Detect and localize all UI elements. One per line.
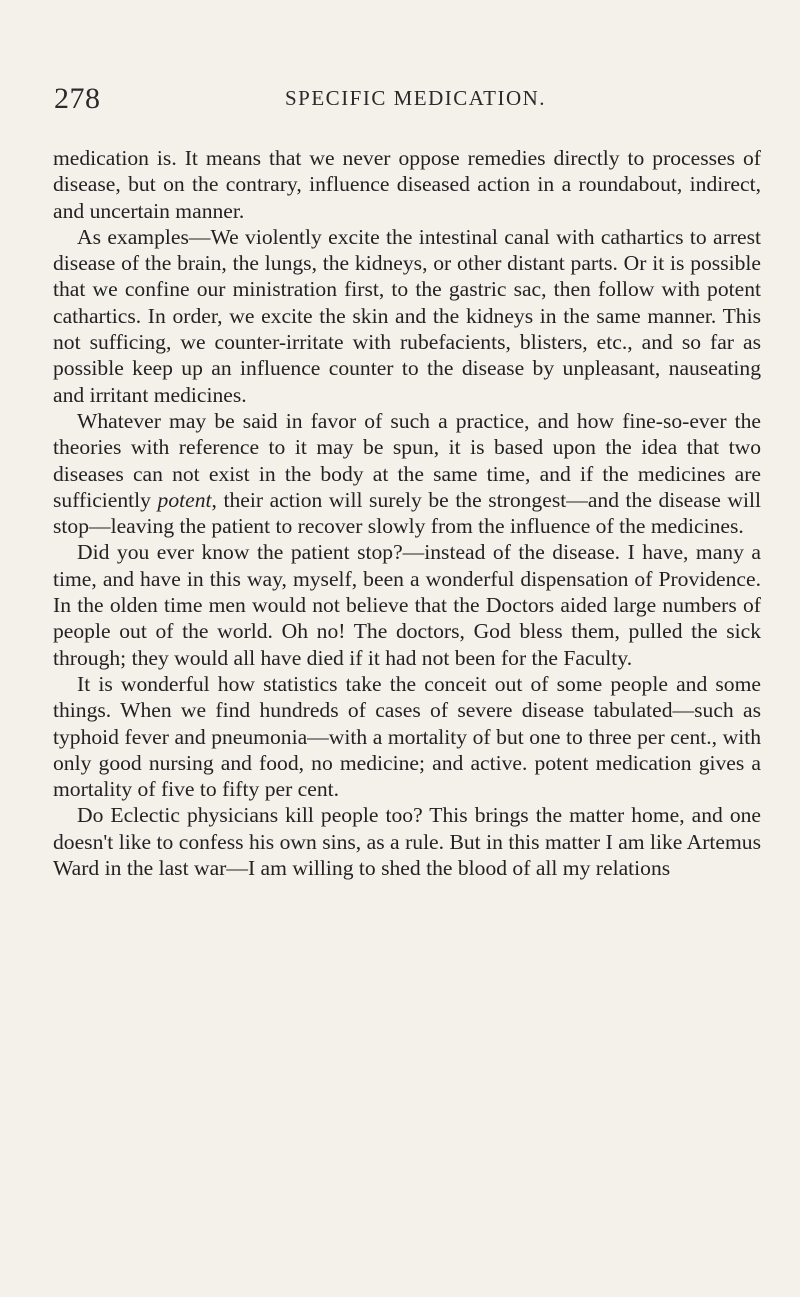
running-title: SPECIFIC MEDICATION.: [285, 86, 547, 110]
body-text: [53, 145, 761, 881]
paragraph: Did you ever know the patient stop?—instead of the disease. I have, many a time, and have in this way, myself, been a wonderful dispensation of Providence. In the olden time men would not believe that the Doctors aided large numbers of people out of the world. Oh no! The doctors, God bless them, pulled the sick through; they would all have died if it had not been for the Faculty.: [53, 540, 761, 670]
paragraph: Do Eclectic physicians kill people too? This brings the matter home, and one doesn't like to confess his own sins, as a rule. But in this matter I am like Artemus Ward in the last war—I am willing to shed the blood of all my relations: [53, 803, 761, 881]
running-head: [0, 82, 800, 115]
paragraph-text: Whatever may be said in favor of such a practice, and how fine-so-ever the theories with reference to it may be spun, it is based upon the idea that two diseases can not exist in the body at the same time, and if the medicines are sufficiently: [53, 408, 761, 512]
paragraph: [53, 408, 761, 539]
italic-word: potent: [157, 487, 212, 512]
paragraph: medication is. It means that we never oppose remedies directly to processes of disease, but on the contrary, influence diseased action in a roundabout, indirect, and uncertain manner.: [53, 146, 761, 223]
paragraph: It is wonderful how statistics take the conceit out of some people and some things. When we find hundreds of cases of severe disease tabulated—such as typhoid fever and pneumonia—with a mortality of but one to three per cent., with only good nursing and food, no medicine; and active. potent medication gives a mortality of five to fifty per cent.: [53, 671, 761, 802]
page-number: 278: [54, 82, 101, 115]
paragraph: As examples—We violently excite the intestinal canal with cathartics to arrest disease of the brain, the lungs, the kidneys, or other distant parts. Or it is possible that we confine our ministration first, to the gastric sac, then follow with potent cathartics. In order, we excite the skin and the kidneys in the same manner. This not sufficing, we counter-irritate with rubefacients, blisters, etc., and so far as possible keep up an influence counter to the disease by unpleasant, nauseating and irritant medicines.: [53, 224, 761, 407]
paragraph-text: , their action will surely be the strongest—and the disease will stop—leaving the patient to recover slowly from the influence of the medicines.: [53, 487, 761, 539]
